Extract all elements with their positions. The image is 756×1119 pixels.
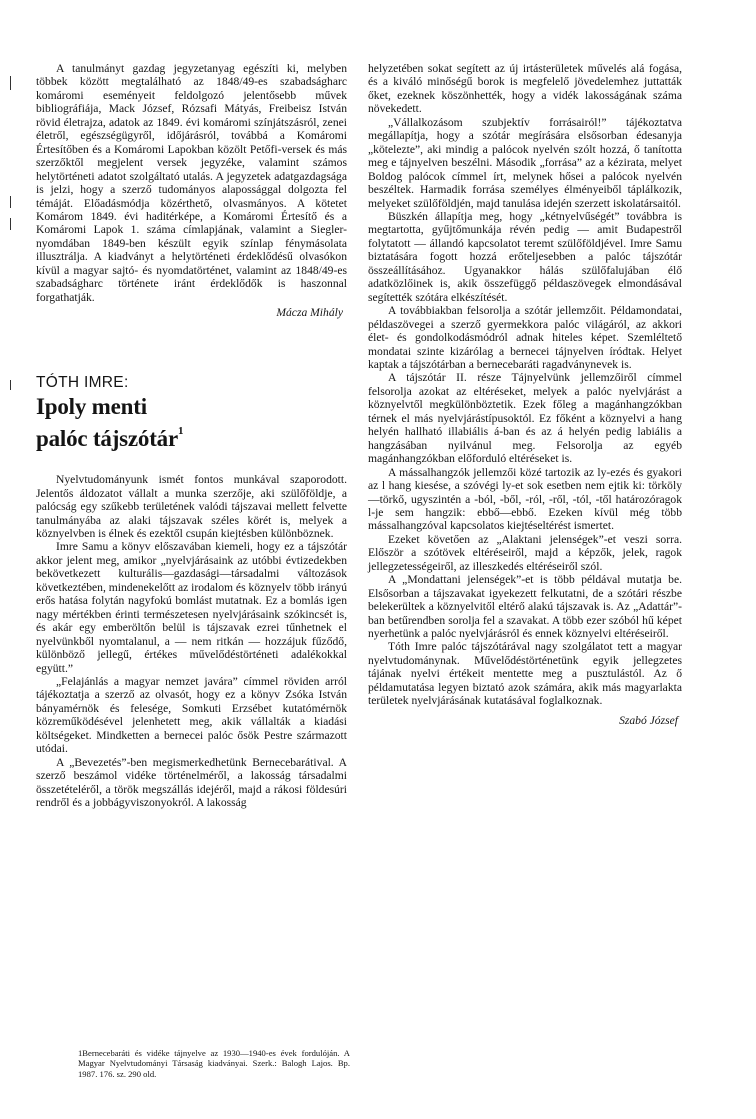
review1-signature: Mácza Mihály: [276, 306, 343, 320]
review2-title-line2-wrap: [36, 419, 347, 451]
review2-right-paragraph: helyzetében sokat segített az új irtásterületek művelés alá fogása, és a kiváló minőségű borok is megfelelő jövedelemhez juttatták őket, ezeknek köszönhették, hogy a vidék lakosságának száma növekedett.: [368, 62, 682, 116]
footnote-marker: 1: [178, 425, 184, 438]
review2-title: [36, 395, 347, 451]
review2-right-paragraph: A tájszótár II. része Tájnyelvünk jellemzőiről címmel felsorolja azokat az eltéréseket, melyek a palóc nyelvjárást a köznyelvtől megkülönböztetik. Ezek főleg a magánhangzókban térnek el más nyelvjárástípusoktól. Ez főként a köznyelvi a hang helyén hallható illabiális á-ban és az á helyén pedig labiális a hangzásában nyilvánul meg. Felsorolja az egyéb magánhangzókban előforduló eltéréseket is.: [368, 371, 682, 466]
review2-right-paragraph: Ezeket követően az „Alaktani jelenségek”-et veszi sorra. Először a szótövek eltéréseiről, majd a képzők, jelek, ragok jellegzetességeiről, az illeszkedés eltéréseiről szól.: [368, 532, 682, 573]
right-column: [368, 62, 682, 728]
left-column: [36, 62, 347, 809]
review2-right-paragraph: A „Mondattani jelenségek”-et is több példával mutatja be. Elsősorban a tájszavakat igyekezett felkutatni, de a szótári részbe belekerültek a köznyelvitől eltérő alakú tájszavak is. Az „Adattár”-ban betűrendben sorolja fel a szavakat. A több ezer szóból hű képet nyerhetünk a palóc nyelvjárásról és ennek köznyelvi eltéréseiről.: [368, 573, 682, 641]
margin-mark: [10, 76, 11, 90]
review2-right-paragraph: A mássalhangzók jellemzői közé tartozik az ly-ezés és gyakori az l hang kiesése, a szóvégi ly-et sok esetben nem ejtik ki: törköly—törkő, ugyszintén a -ból, -ből, -ról, -ről, -tól, -től határozóragok l-je sem hangzik: ebbő—ebbő. Ezeken kívül még több mássalhangzóval kapcsolatos kiejtéseltérést ismertet.: [368, 465, 682, 533]
margin-mark: [10, 196, 11, 208]
review2-left-paragraph: Nyelvtudományunk ismét fontos munkával szaporodott. Jelentős áldozatot vállalt a munka szerzője, aki szülőföldje, a palócság egy szűkebb területének valódi tájszavai mellett felvette tanulmányába az alaki tájszavak széles körét is, melyek a köznyelvben is élnek és ezektől csupán kiejtésben különböznek.: [36, 473, 347, 540]
review2-left-paragraph: Imre Samu a könyv előszavában kiemeli, hogy ez a tájszótár akkor jelent meg, amikor „nyelvjárásaink az utóbbi évtizedekben bekövetkezett kulturális—gazdasági—társadalmi változások következtében, mindenekelőtt az irodalom és köznyelv több irányú erős hatása folytán nagyfokú bomlást mutatnak. Ez a bomlás igen nagy mértékben érinti természetesen nyelvjárásaink szókincsét is, és akár egy emberöltőn belül is tájszavak ezrei tűnhetnek el nyelvünkből nyomtalanul, a — nem ritkán — hozzájuk fűződő, különböző jellegű, értékes művelődéstörténeti adalékokkal együtt.”: [36, 540, 347, 675]
review2-title-line2: palóc tájszótár: [36, 426, 178, 452]
review2-signature: Szabó József: [619, 713, 678, 727]
review2-right-paragraph: „Vállalkozásom szubjektív forrásairól!” tájékoztatva megállapítja, hogy a szótár megírására elsősorban édesanyja „kötelezte”, aki mindig a palócok nyelvén szólt hozzá, ő tanította meg e tájnyelven beszélni. Második „forrása” az a kézirata, melyet Boldog palócok címmel írt, melynek hősei a palócok nyelvén beszéltek. Harmadik forrása személyes élményeiből táplálkozik, melyeket szülőföldjén, majd tanulása idején szerzett iskolatársaitól.: [368, 115, 682, 210]
review2-left-paragraph: A „Bevezetés”-ben megismerkedhetünk Bernecebarátival. A szerző beszámol vidéke történelméről, a lakosság társadalmi összetételéről, a török megszállás idejéről, majd a rákosi földesúri rendről és a jobbágyviszonyokról. A lakosság: [36, 755, 347, 810]
review2-title-line1: Ipoly menti: [36, 394, 147, 420]
review2-left-paragraph: „Felajánlás a magyar nemzet javára” címmel röviden arról tájékoztatja a szerző az olvasót, hogy ez a könyv Zsóka István bányamérnök és felesége, Somkuti Erzsébet kutatómérnök közreműködésével jelenhetett meg, akik vállalták a kiadási költségeket. Mindketten a bernecei palóc ősök Pestre származott utódai.: [36, 674, 347, 756]
review2-author: TÓTH IMRE:: [36, 374, 129, 392]
margin-mark: [10, 218, 11, 230]
review2-right-paragraph: Büszkén állapítja meg, hogy „kétnyelvűségét” továbbra is megtartotta, gyűjtőmunkája révén pedig — amit Budapestről folytatott — állandó kapcsolatot teremt szülőföldjével. Imre Samu biztatására fogott hozzá erőteljesebben a palóc tájszótár összeállításához. Ugyanakkor hálás szülőfalujában élő adatközlőinek is, akik összefüggő példaszövegek elmondásával segítették szótára elkészítését.: [368, 209, 682, 304]
review2-right-paragraph: A továbbiakban felsorolja a szótár jellemzőit. Példamondatai, példaszövegei a szerző gyermekkora palóc világáról, az akkori élet- és gondolkodásmódról adnak hiteles képet. Szemléltető mondatai szinte kizárólag a bernecei tájnyelven íródtak. Helyet kaptak a tájszótárban a bernecebaráti ragadványnevek is.: [368, 304, 682, 371]
review2-right-paragraph: Tóth Imre palóc tájszótárával nagy szolgálatot tett a magyar nyelvtudománynak. Művelődéstörténetünk egyik jellegzetes tájának nyelvi értékeit mentette meg a pusztulástól. Az ő példamutatása legyen biztató azok számára, akik más magyarlakta területek nyelvjárásának kutatásával foglalkoznak.: [368, 640, 682, 708]
review1-paragraph: A tanulmányt gazdag jegyzetanyag egészíti ki, melyben többek között megtalálható az 1848/49-es szabadságharc komáromi eseményeit feldolgozó jelentősebb művek bibliográfiája, Mack József, Rózsafi Mátyás, Freibeisz István rövid életrajza, adatok az 1849. évi komáromi színjátszásról, zenei életről, egészségügyről, időjárásról, továbbá a Komáromi Értesítőben és a Komáromi Lapokban közölt Petőfi-versek és más szerzőktől megjelent versek jegyzéke, valamint számos helytörténeti adatot szolgáltató utalás. A jegyzetek adatgazdagsága is jelzi, hogy a szerző tudományos alapossággal dolgozta fel témáját. Előadásmódja közérthető, olvasmányos. A kötetet Komárom 1849. évi haditérképe, a Komáromi Értesítő és a Komáromi Lapok 1. száma címlapjának, valamint a Siegler-nyomdában 1849-ben készült egyik színlap fénymásolata illusztrálja. A kiadványt a helytörténeti érdeklődésű olvasókon kívül a magyar sajtó- és nyomdatörténet, valamint az 1848/49-es szabadságharc története iránt érdeklődők is haszonnal forgathatják.: [36, 62, 347, 304]
margin-mark: [10, 380, 11, 390]
footnote: 1Bernecebaráti és vidéke tájnyelve az 1930—1940-es évek fordulóján. A Magyar Nyelvtudományi Társaság kiadványai. Szerk.: Balogh Lajos. Bp. 1987. 176. sz. 290 old.: [78, 1048, 350, 1079]
